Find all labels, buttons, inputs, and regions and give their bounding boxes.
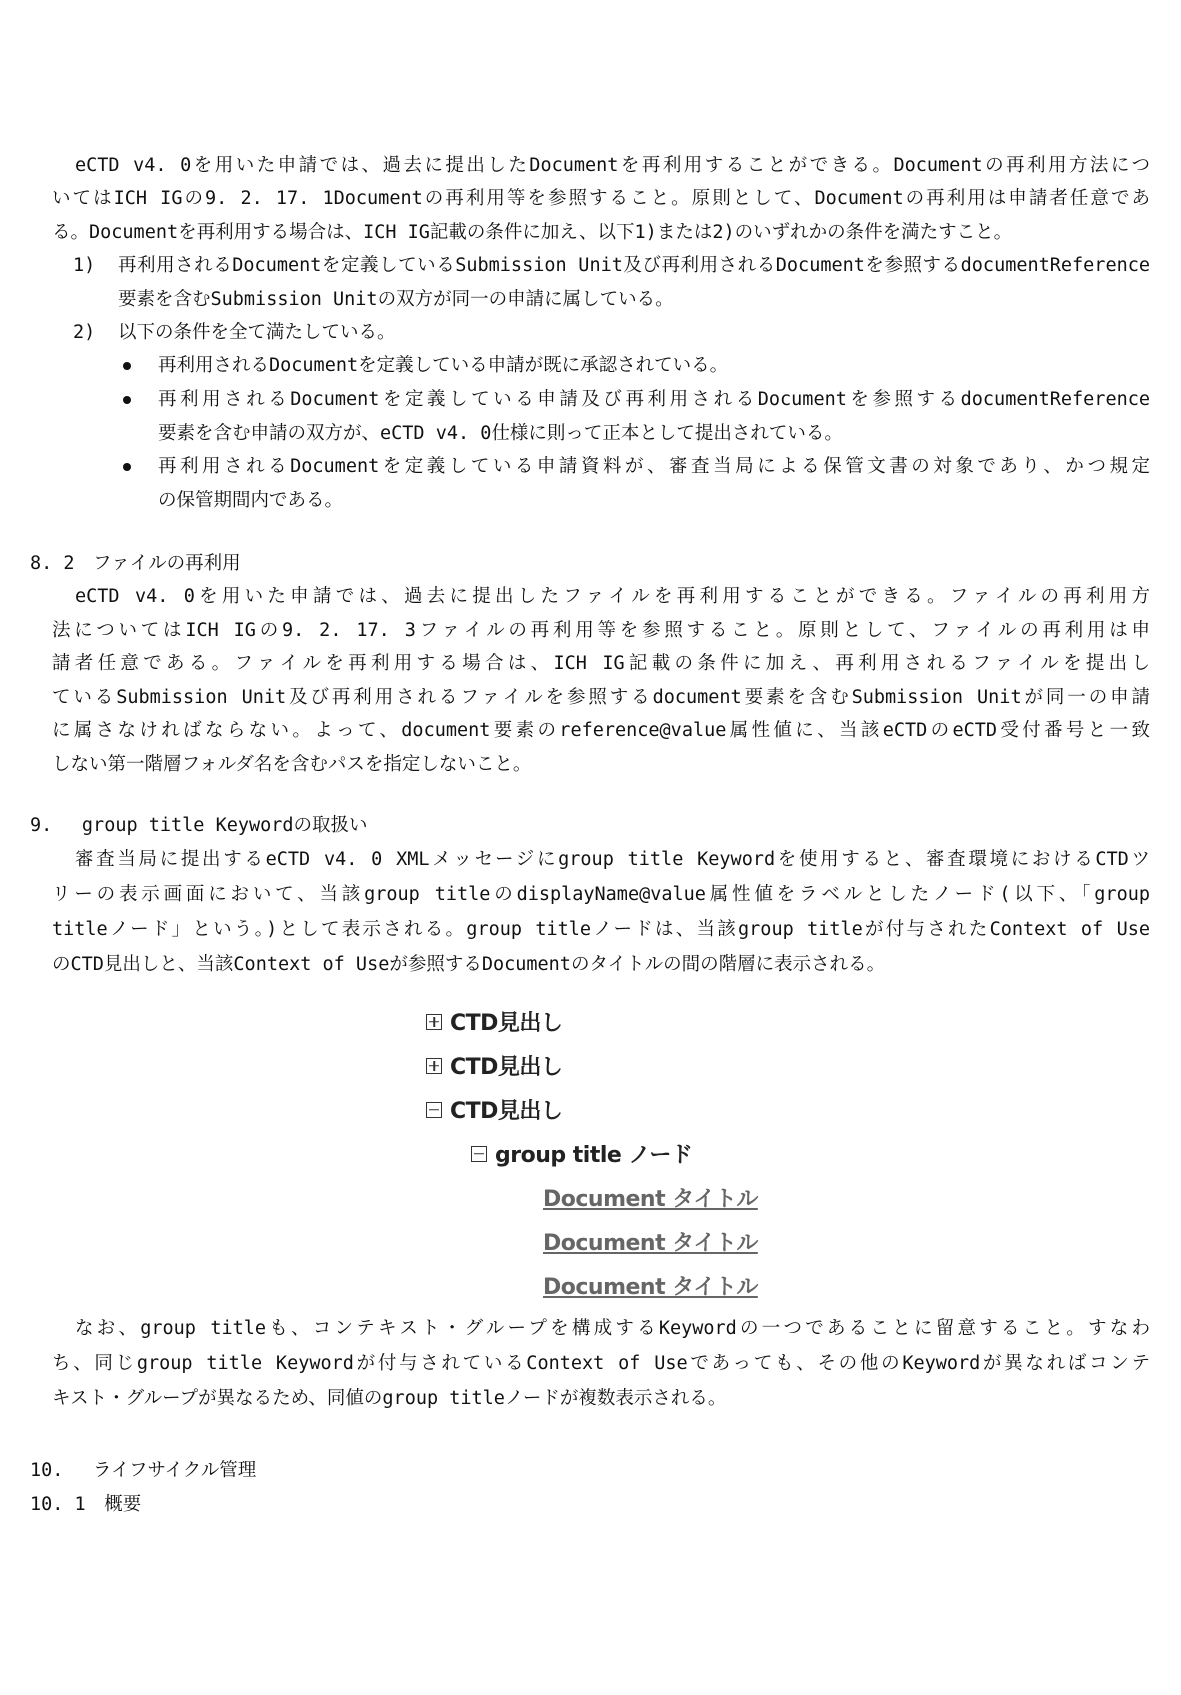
note-line-2: ち、同じgroup title Keywordが付与されているContext of Useであっても、その他のKeywordが異なればコンテ [52,1353,1150,1374]
document-title-link: Document タイトル [543,1187,758,1212]
section-8-2-line-2: 法についてはICH IGの9. 2. 17. 3ファイルの再利用等を参照すること。原則として、ファイルの再利用は申 [52,620,1150,641]
minus-box-icon [426,1102,442,1118]
bullet-marker [123,396,131,404]
bullet-2-line-2: 要素を含む申請の双方が、eCTD v4. 0仕様に則って正本として提出されている。 [158,423,843,444]
section-8-2-line-3: 請者任意である。ファイルを再利用する場合は、ICH IG記載の条件に加え、再利用されるファイルを提出し [52,653,1150,674]
section-9-heading: 9. group title Keywordの取扱い [30,815,368,836]
section-8-2-line-1: eCTD v4. 0を用いた申請では、過去に提出したファイルを再利用することができる。ファイルの再利用方 [75,586,1150,607]
section-8-2-line-6: しない第一階層フォルダ名を含むパスを指定しないこと。 [52,754,532,775]
note-line-1: なお、group titleも、コンテキスト・グループを構成するKeywordの一つであることに留意すること。すなわ [75,1318,1150,1339]
tree-document-3 [543,1270,758,1301]
section-9-line-1: 審査当局に提出するeCTD v4. 0 XMLメッセージにgroup title Keywordを使用すると、審査環境におけるCTDツ [75,849,1150,870]
tree-label: CTD見出し [450,1055,563,1080]
condition-2-number: 2) [73,322,96,343]
ctd-tree-figure [420,1000,758,1300]
section-9-line-3: titleノード」という。)として表示される。group titleノードは、当該group titleが付与されたContext of Use [52,919,1150,940]
tree-ctd-heading-1 [426,1006,562,1037]
condition-1-number: 1) [73,255,96,276]
tree-ctd-heading-3 [426,1094,562,1125]
plus-box-icon [426,1058,442,1074]
section-10-1-heading: 10. 1 概要 [30,1494,142,1515]
condition-1-line-1: 再利用されるDocumentを定義しているSubmission Unit及び再利用されるDocumentを参照するdocumentReference [118,255,1150,276]
tree-label: CTD見出し [450,1099,563,1124]
tree-document-2 [543,1226,758,1257]
note-line-3: キスト・グループが異なるため、同値のgroup titleノードが複数表示される。 [52,1388,727,1409]
intro-line-1: eCTD v4. 0を用いた申請では、過去に提出したDocumentを再利用することができる。Documentの再利用方法につ [75,155,1150,176]
condition-2-text: 以下の条件を全て満たしている。 [118,322,396,343]
section-9-line-4: のCTD見出しと、当該Context of Useが参照するDocumentのタイトルの間の階層に表示される。 [52,954,886,975]
document-title-link: Document タイトル [543,1275,758,1300]
section-8-2-heading: 8. 2 ファイルの再利用 [30,553,241,574]
intro-line-3: る。Documentを再利用する場合は、ICH IG記載の条件に加え、以下1)または2)のいずれかの条件を満たすこと。 [52,222,1013,243]
bullet-2-line-1: 再利用されるDocumentを定義している申請及び再利用されるDocumentを参照するdocumentReference [158,389,1150,410]
bullet-1-line-1: 再利用されるDocumentを定義している申請が既に承認されている。 [158,355,729,376]
bullet-marker [123,463,131,471]
section-10-heading: 10. ライフサイクル管理 [30,1460,257,1481]
tree-group-title-node [471,1138,692,1169]
bullet-3-line-1: 再利用されるDocumentを定義している申請資料が、審査当局による保管文書の対象であり、かつ規定 [158,456,1150,477]
tree-ctd-heading-2 [426,1050,562,1081]
intro-line-2: いてはICH IGの9. 2. 17. 1Documentの再利用等を参照すること。原則として、Documentの再利用は申請者任意であ [52,188,1150,209]
condition-1-line-2: 要素を含むSubmission Unitの双方が同一の申請に属している。 [118,289,674,310]
tree-label: group title ノード [495,1143,693,1168]
bullet-marker [123,362,131,370]
section-8-2-line-5: に属さなければならない。よって、document要素のreference@value属性値に、当該eCTDのeCTD受付番号と一致 [52,720,1150,741]
tree-document-1 [543,1182,758,1213]
tree-label: CTD見出し [450,1011,563,1036]
section-8-2-line-4: ているSubmission Unit及び再利用されるファイルを参照するdocument要素を含むSubmission Unitが同一の申請 [52,687,1150,708]
plus-box-icon [426,1014,442,1030]
minus-box-icon [471,1146,487,1162]
section-9-line-2: リーの表示画面において、当該group titleのdisplayName@value属性値をラベルとしたノード(以下、「group [52,884,1150,905]
document-title-link: Document タイトル [543,1231,758,1256]
bullet-3-line-2: の保管期間内である。 [158,490,344,511]
